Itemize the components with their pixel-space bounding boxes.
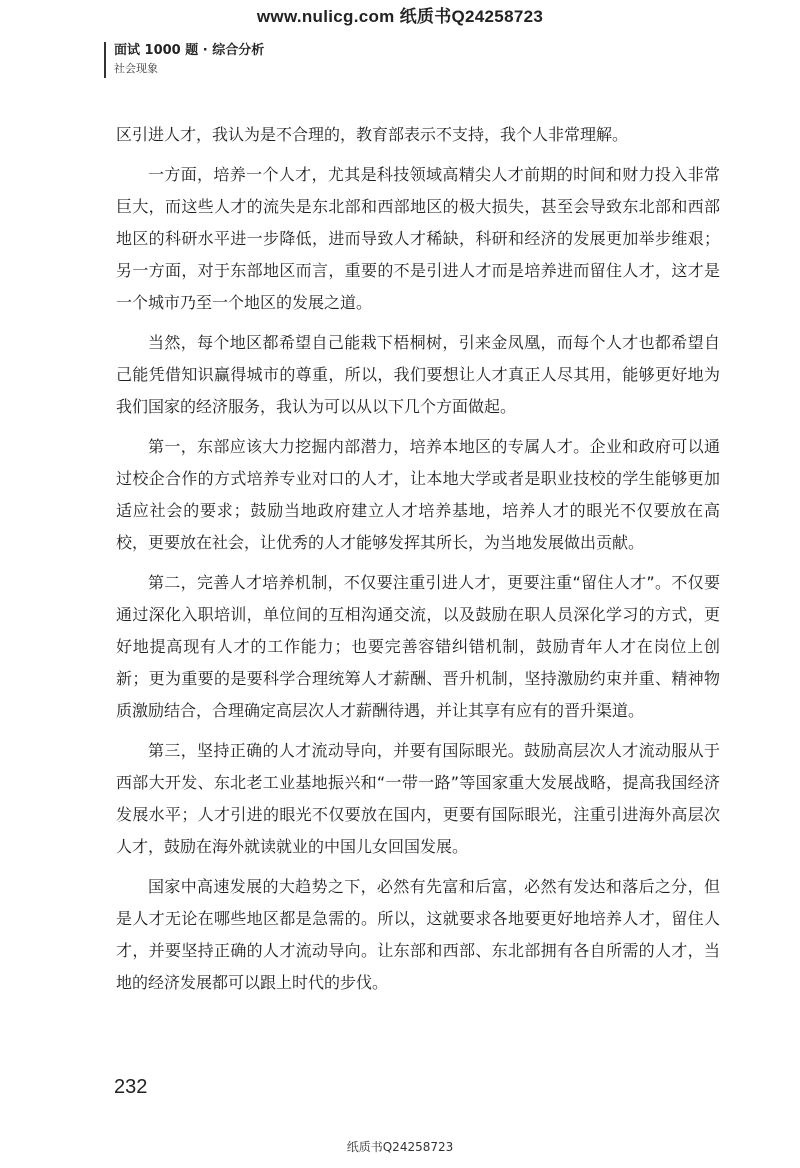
book-title: 面试 1000 题 · 综合分析 <box>114 43 265 58</box>
body-text <box>116 119 720 1007</box>
paragraph: 国家中高速发展的大趋势之下，必然有先富和后富，必然有发达和落后之分，但是人才无论在哪些地区都是急需的。所以，这就要求各地要更好地培养人才，留住人才，并要坚持正确的人才流动导向。让东部和西部、东北部拥有各自所需的人才，当地的经济发展都可以跟上时代的步伐。 <box>116 877 720 992</box>
paragraph: 第二，完善人才培养机制，不仅要注重引进人才，更要注重“留住人才”。不仅要通过深化入职培训，单位间的互相沟通交流，以及鼓励在职人员深化学习的方式，更好地提高现有人才的工作能力；也要完善容错纠错机制，鼓励青年人才在岗位上创新；更为重要的是要科学合理统筹人才薪酬、晋升机制，坚持激励约束并重、精神物质激励结合，合理确定高层次人才薪酬待遇，并让其享有应有的晋升渠道。 <box>116 573 720 720</box>
paragraph: 当然，每个地区都希望自己能栽下梧桐树，引来金凤凰，而每个人才也都希望自己能凭借知识赢得城市的尊重，所以，我们要想让人才真正人尽其用，能够更好地为我们国家的经济服务，我认为可以从以下几个方面做起。 <box>116 333 720 416</box>
paragraph: 第三，坚持正确的人才流动导向，并要有国际眼光。鼓励高层次人才流动服从于西部大开发、东北老工业基地振兴和“一带一路”等国家重大发展战略，提高我国经济发展水平；人才引进的眼光不仅要放在国内，更要有国际眼光，注重引进海外高层次人才，鼓励在海外就读就业的中国儿女回国发展。 <box>116 741 720 856</box>
page-number: 232 <box>114 1076 148 1098</box>
paragraph: 第一，东部应该大力挖掘内部潜力，培养本地区的专属人才。企业和政府可以通过校企合作的方式培养专业对口的人才，让本地大学或者是职业技校的学生能够更加适应社会的要求；鼓励当地政府建立人才培养基地，培养人才的眼光不仅要放在高校，更要放在社会，让优秀的人才能够发挥其所长，为当地发展做出贡献。 <box>116 437 720 552</box>
bottom-watermark: 纸质书Q24258723 <box>346 1140 454 1154</box>
top-watermark: www.nulicg.com 纸质书Q24258723 <box>256 7 544 26</box>
running-header <box>104 42 264 78</box>
paragraph: 一方面，培养一个人才，尤其是科技领域高精尖人才前期的时间和财力投入非常巨大，而这些人才的流失是东北部和西部地区的极大损失，甚至会导致东北部和西部地区的科研水平进一步降低，进而导致人才稀缺，科研和经济的发展更加举步维艰；另一方面，对于东部地区而言，重要的不是引进人才而是培养进而留住人才，这才是一个城市乃至一个地区的发展之道。 <box>116 165 720 312</box>
paragraph: 区引进人才，我认为是不合理的，教育部表示不支持，我个人非常理解。 <box>116 125 629 144</box>
section-title: 社会现象 <box>114 62 158 75</box>
